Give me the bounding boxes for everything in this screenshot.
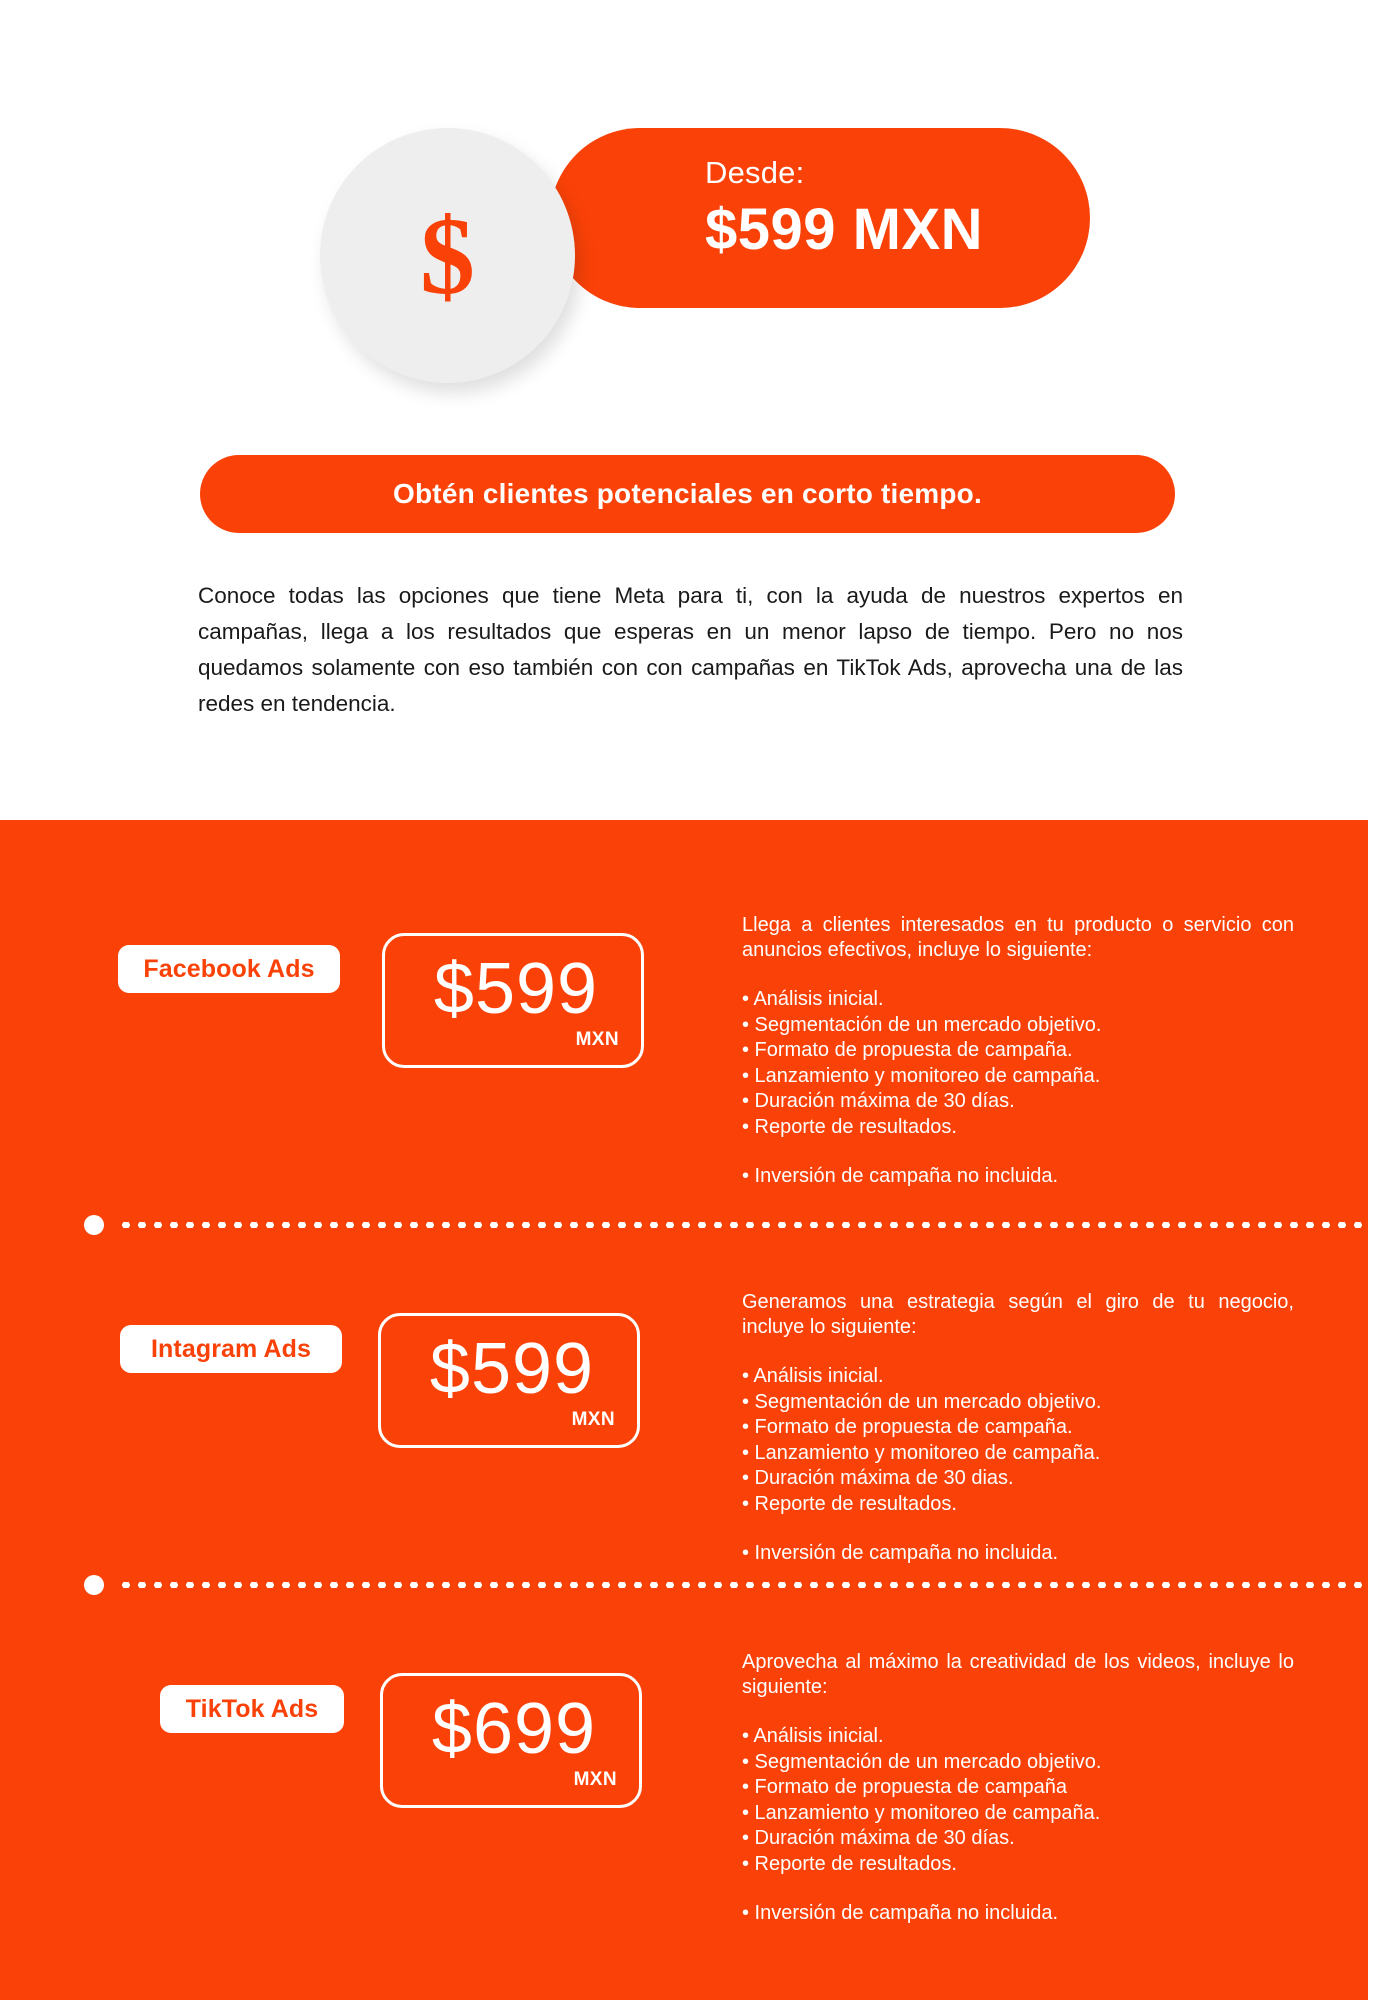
plan-description-block — [742, 1290, 1294, 1566]
plan-price-box — [378, 1313, 640, 1448]
headline-text: Obtén clientes potenciales en corto tiempo. — [393, 478, 982, 509]
dollar-sign-glyph: $ — [420, 194, 475, 317]
plan-price-amount: $699 — [431, 1689, 597, 1769]
list-item: • Duración máxima de 30 dias. — [742, 1467, 1014, 1489]
plan-name-text: Facebook Ads — [143, 954, 315, 983]
plan-price-currency: MXN — [573, 1769, 617, 1790]
plan-divider — [84, 1575, 1384, 1595]
list-item: • Lanzamiento y monitoreo de campaña. — [742, 1441, 1101, 1464]
plan-price-currency: MXN — [571, 1409, 615, 1430]
plan-divider — [84, 1215, 1384, 1235]
plan-note: • Inversión de campaña no incluida. — [742, 1165, 1059, 1187]
panel-right-margin — [1368, 820, 1398, 2000]
list-item: • Análisis inicial. — [742, 1365, 884, 1387]
plan-row-instagram — [0, 1245, 1368, 1605]
plan-description-block — [742, 913, 1294, 1189]
hero-price-texts — [705, 152, 983, 266]
divider-dot-icon — [84, 1575, 104, 1595]
hero-price-badge — [320, 128, 1090, 317]
divider-dotted-line — [118, 1582, 1384, 1588]
plan-price-currency: MXN — [575, 1029, 619, 1050]
dollar-coin-icon — [320, 128, 575, 383]
list-item: • Reporte de resultados. — [742, 1492, 957, 1515]
plan-name-badge — [120, 1325, 342, 1373]
list-item: • Análisis inicial. — [742, 1725, 884, 1747]
list-item: • Formato de propuesta de campaña. — [742, 1416, 1073, 1438]
list-item: • Reporte de resultados. — [742, 1852, 957, 1875]
list-item: • Segmentación de un mercado objetivo. — [742, 1750, 1102, 1773]
list-item: • Lanzamiento y monitoreo de campaña. — [742, 1801, 1101, 1824]
list-item: • Segmentación de un mercado objetivo. — [742, 1390, 1102, 1413]
list-item: • Lanzamiento y monitoreo de campaña. — [742, 1064, 1101, 1087]
list-item: • Segmentación de un mercado objetivo. — [742, 1013, 1102, 1036]
plan-price-amount: $599 — [433, 949, 599, 1029]
plan-note: • Inversión de campaña no incluida. — [742, 1902, 1059, 1924]
plan-name-badge — [160, 1685, 344, 1733]
plans-panel — [0, 820, 1398, 2000]
hero-price-label: Desde: — [705, 155, 805, 190]
plan-price-box — [382, 933, 644, 1068]
list-item: • Formato de propuesta de campaña. — [742, 1039, 1073, 1061]
list-item: • Duración máxima de 30 días. — [742, 1827, 1015, 1849]
intro-paragraph: Conoce todas las opciones que tiene Meta para ti, con la ayuda de nuestros expertos en campañas, llega a los resultados que esperas en un menor lapso de tiempo. Pero no nos quedamos solamente con eso también con con campañas en TikTok Ads, aprovecha una de las redes en tendencia. — [198, 583, 1183, 716]
headline-banner — [200, 455, 1175, 533]
plan-description-text: Llega a clientes interesados en tu producto o servicio con anuncios efectivos, incluye lo siguiente: — [742, 914, 1294, 961]
hero-price-amount: $599 MXN — [705, 197, 984, 262]
plan-feature-list — [742, 1724, 1294, 1877]
plan-row-facebook — [0, 865, 1368, 1225]
plan-name-text: Intagram Ads — [150, 1334, 312, 1363]
divider-dot-icon — [84, 1215, 104, 1235]
plan-row-tiktok — [0, 1605, 1368, 1965]
list-item: • Análisis inicial. — [742, 988, 884, 1010]
list-item: • Reporte de resultados. — [742, 1115, 957, 1138]
plan-feature-list — [742, 1364, 1294, 1517]
list-item: • Formato de propuesta de campaña — [742, 1776, 1067, 1798]
plan-name-badge — [118, 945, 340, 993]
plan-price-amount: $599 — [429, 1329, 595, 1409]
plan-feature-list — [742, 987, 1294, 1140]
plan-name-text: TikTok Ads — [185, 1694, 319, 1723]
plan-note: • Inversión de campaña no incluida. — [742, 1542, 1059, 1564]
plan-description-text: Aprovecha al máximo la creatividad de los videos, incluye lo siguiente: — [742, 1651, 1294, 1698]
plan-price-box — [380, 1673, 642, 1808]
divider-dotted-line — [118, 1222, 1384, 1228]
list-item: • Duración máxima de 30 días. — [742, 1090, 1015, 1112]
plan-description-block — [742, 1650, 1294, 1926]
plan-description-text: Generamos una estrategia según el giro de tu negocio, incluye lo siguiente: — [742, 1291, 1294, 1338]
